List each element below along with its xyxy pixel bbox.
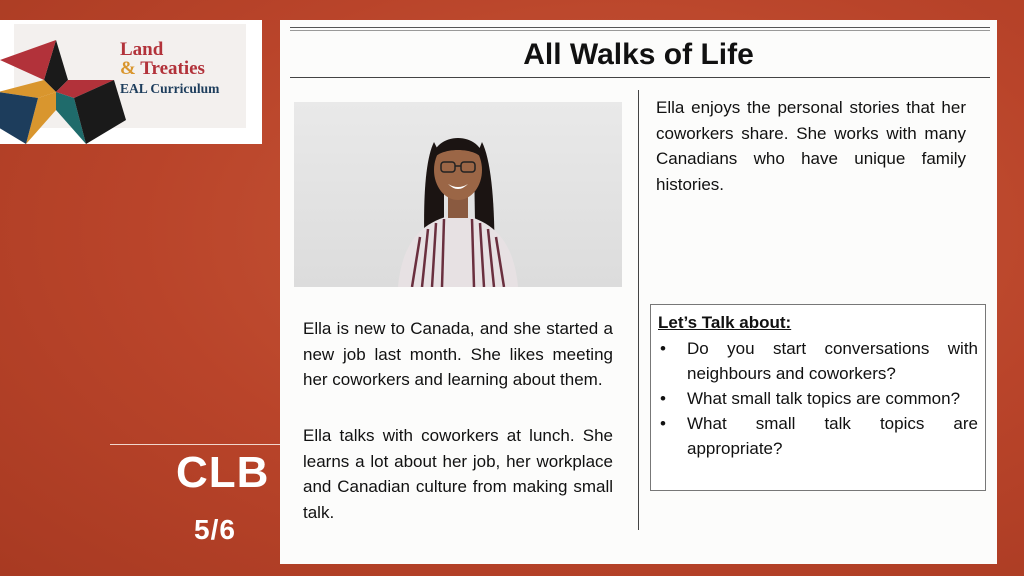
logo-line-curriculum: EAL Curriculum — [120, 81, 220, 96]
logo-wordmark — [120, 40, 219, 98]
logo-line-treaties — [120, 59, 219, 78]
bullet-icon: • — [660, 389, 666, 408]
logo-ampersand: & — [120, 58, 136, 79]
list-item — [658, 386, 978, 411]
title-underline — [290, 77, 990, 78]
logo-card — [0, 20, 262, 144]
discussion-list — [658, 336, 978, 461]
column-divider — [638, 90, 639, 530]
right-paragraph: Ella enjoys the personal stories that her coworkers share. She works with many Canadians who have unique family histories. — [656, 98, 966, 194]
page-title: All Walks of Life — [523, 38, 754, 71]
left-paragraph-2: Ella talks with coworkers at lunch. She learns a lot about her job, her workplace and Canadian culture from making small talk. — [303, 426, 613, 522]
clb-label: CLB — [176, 448, 270, 497]
logo-line-land: Land — [120, 39, 164, 60]
star-quilt-logo-icon — [0, 40, 126, 144]
person-photo-illustration — [294, 102, 622, 287]
clb-divider — [110, 444, 280, 445]
clb-level: 5/6 — [194, 514, 236, 545]
bullet-icon: • — [660, 414, 666, 433]
top-rule-secondary — [290, 30, 990, 31]
discussion-question-3: What small talk topics are appropriate? — [687, 414, 978, 458]
logo-treaties-text: Treaties — [135, 58, 205, 79]
story-page — [280, 20, 997, 564]
list-item — [658, 411, 978, 461]
left-paragraph-1: Ella is new to Canada, and she started a new job last month. She likes meeting her coworkers and learning about them. — [303, 319, 613, 389]
discussion-heading: Let’s Talk about: — [658, 313, 792, 332]
top-rule — [290, 27, 990, 28]
discussion-question-1: Do you start conversations with neighbours and coworkers? — [687, 339, 978, 383]
discussion-question-2: What small talk topics are common? — [687, 389, 961, 408]
ella-photo — [294, 102, 622, 287]
bullet-icon: • — [660, 339, 666, 358]
discussion-box — [650, 304, 986, 491]
list-item — [658, 336, 978, 386]
